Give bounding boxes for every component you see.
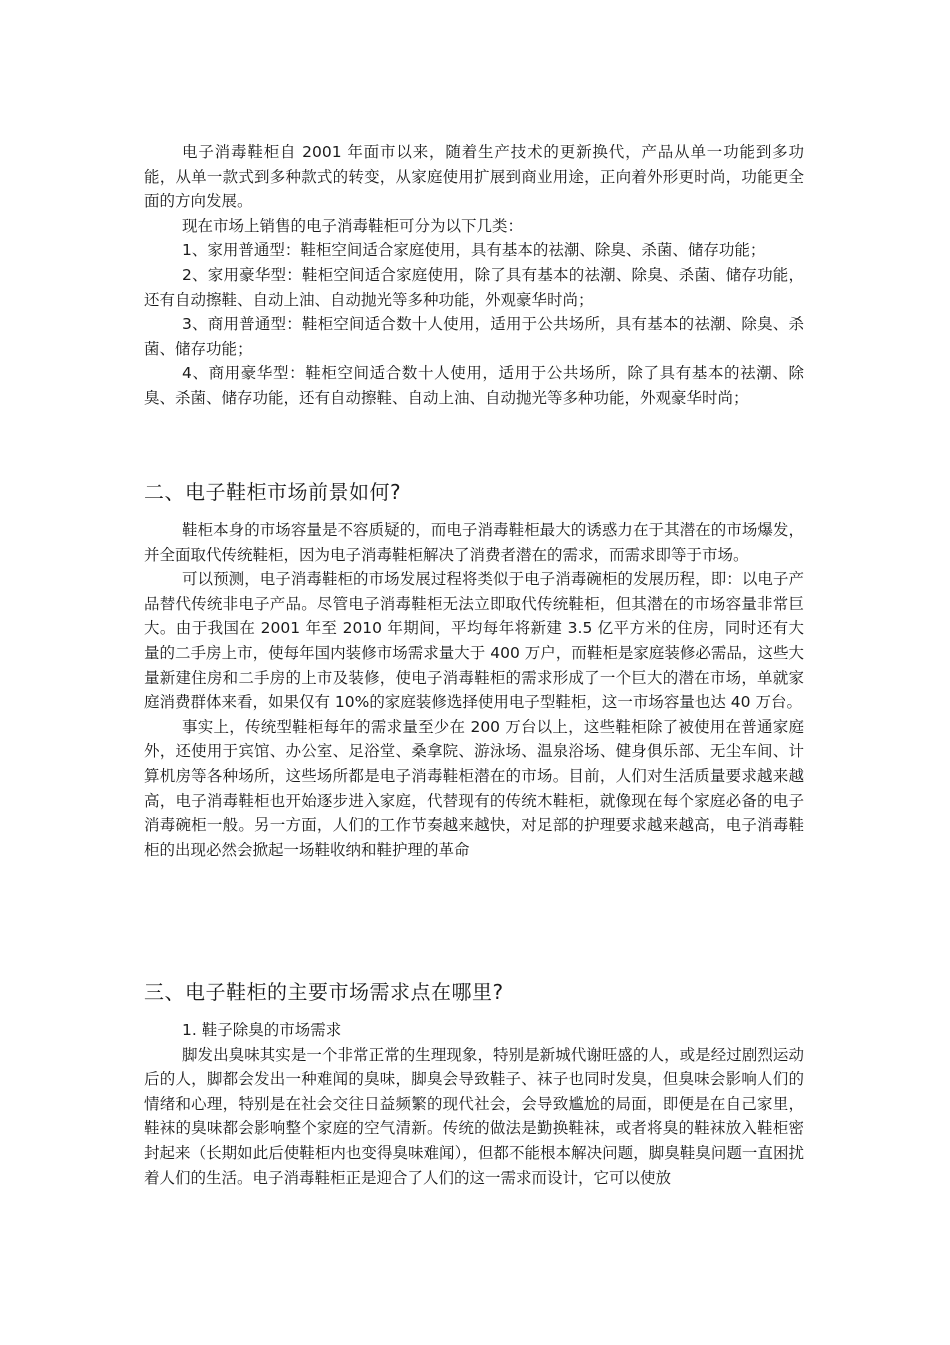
section-demand-points [144,1018,804,1190]
list-item-category-1: 1、家用普通型：鞋柜空间适合家庭使用，具有基本的祛潮、除臭、杀菌、储存功能； [182,241,766,260]
paragraph-market-capacity: 鞋柜本身的市场容量是不容质疑的，而电子消毒鞋柜最大的诱惑力在于其潜在的市场爆发，并全面取代传统鞋柜，因为电子消毒鞋柜解决了消费者潜在的需求，而需求即等于市场。 [144,521,804,564]
list-item-category-4: 4、商用豪华型：鞋柜空间适合数十人使用，适用于公共场所，除了具有基本的祛潮、除臭、杀菌、储存功能，还有自动擦鞋、自动上油、自动抛光等多种功能，外观豪华时尚； [144,364,804,407]
paragraph-intro: 电子消毒鞋柜自 2001 年面市以来，随着生产技术的更新换代，产品从单一功能到多功能，从单一款式到多种款式的转变，从家庭使用扩展到商业用途，正向着外形更时尚，功能更全面的方向发展。 [144,143,804,211]
subheading-deodorize-demand: 1. 鞋子除臭的市场需求 [182,1021,342,1039]
section-heading-demand-points: 三、电子鞋柜的主要市场需求点在哪里? [144,980,504,1004]
paragraph-categories-lead: 现在市场上销售的电子消毒鞋柜可分为以下几类： [182,216,524,235]
section-heading-market-outlook: 二、电子鞋柜市场前景如何? [144,480,402,504]
paragraph-market-forecast: 可以预测，电子消毒鞋柜的市场发展过程将类似于电子消毒碗柜的发展历程，即：以电子产品替代传统非电子产品。尽管电子消毒鞋柜无法立即取代传统鞋柜，但其潜在的市场容量非常巨大。由于我国在 2001 年至 2010 年期间，平均每年将新建 3.5 亿平方米的住房，同时还有大量的二手房上市，使每年国内装修市场需求量大于 400 万户，而鞋柜是家庭装修必需品，这些大量新建住房和二手房的上市及装修，使电子消毒鞋柜的需求形成了一个巨大的潜在市场，单就家庭消费群体来看，如果仅有 10%的家庭装修选择使用电子型鞋柜，这一市场容量也达 40 万台。 [144,570,804,712]
list-item-category-3: 3、商用普通型：鞋柜空间适合数十人使用，适用于公共场所，具有基本的祛潮、除臭、杀菌、储存功能； [144,315,804,358]
section-intro [144,140,804,411]
section-market-outlook [144,518,804,862]
paragraph-traditional-demand: 事实上，传统型鞋柜每年的需求量至少在 200 万台以上，这些鞋柜除了被使用在普通家庭外，还使用于宾馆、办公室、足浴堂、桑拿院、游泳场、温泉浴场、健身俱乐部、无尘车间、计算机房等各种场所，这些场所都是电子消毒鞋柜潜在的市场。目前，人们对生活质量要求越来越高，电子消毒鞋柜也开始逐步进入家庭，代替现有的传统木鞋柜，就像现在每个家庭必备的电子消毒碗柜一般。另一方面，人们的工作节奏越来越快，对足部的护理要求越来越高，电子消毒鞋柜的出现必然会掀起一场鞋收纳和鞋护理的革命 [144,717,804,859]
list-item-category-2: 2、家用豪华型：鞋柜空间适合家庭使用，除了具有基本的祛潮、除臭、杀菌、储存功能，还有自动擦鞋、自动上油、自动抛光等多种功能，外观豪华时尚； [144,265,804,309]
paragraph-deodorize: 脚发出臭味其实是一个非常正常的生理现象，特别是新城代谢旺盛的人，或是经过剧烈运动后的人，脚都会发出一种难闻的臭味，脚臭会导致鞋子、袜子也同时发臭，但臭味会影响人们的情绪和心理，特别是在社会交往日益频繁的现代社会，会导致尴尬的局面，即便是在自己家里，鞋袜的臭味都会影响整个家庭的空气清新。传统的做法是勤换鞋袜，或者将臭的鞋袜放入鞋柜密封起来（长期如此后使鞋柜内也变得臭味难闻），但都不能根本解决问题，脚臭鞋臭问题一直困扰着人们的生活。电子消毒鞋柜正是迎合了人们的这一需求而设计，它可以使放 [144,1045,804,1187]
